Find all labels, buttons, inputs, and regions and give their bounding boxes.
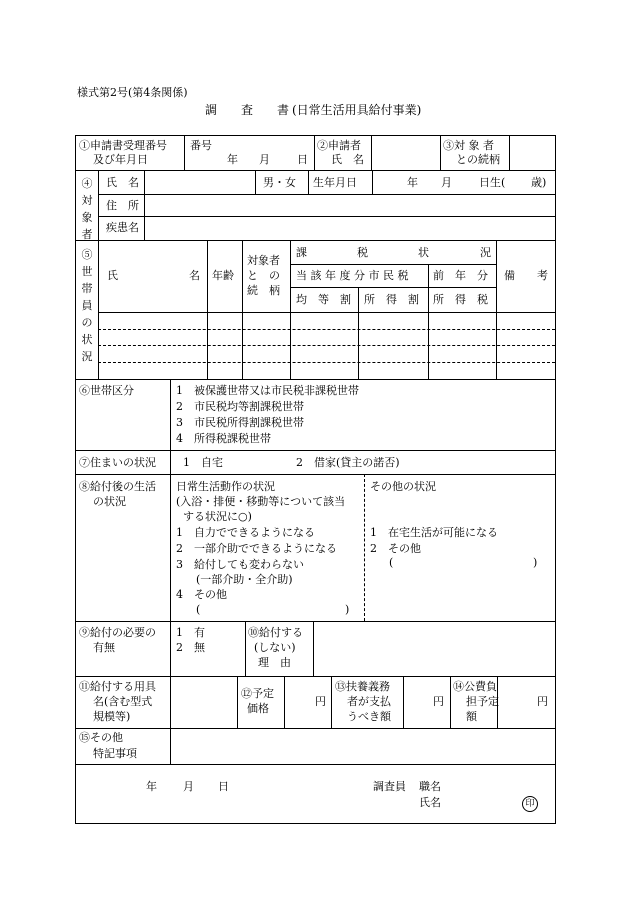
tax-header-4: 況 (480, 246, 491, 259)
adl-status-line: する状況に○) (183, 510, 252, 523)
number-label: 番号 (190, 139, 212, 152)
age-label: 歳) (531, 176, 547, 189)
relation-header-3: 続 柄 (247, 284, 280, 297)
necessity-no: 2 無 (176, 641, 205, 654)
relation-label-2: との続柄 (456, 153, 500, 166)
investigator-name-label: 氏名 (419, 796, 441, 809)
price-yen: 円 (315, 695, 326, 708)
form-number: 様式第2号(第4条関係) (77, 86, 188, 99)
subject-name-label: 氏 名 (106, 176, 139, 189)
other-status-title: その他の状況 (370, 480, 436, 493)
income-tax-header: 所 得 税 (433, 293, 488, 306)
public-label-3: 額 (466, 710, 477, 723)
equal-levy-header: 均 等 割 (296, 293, 351, 306)
current-year-header: 当 該 年 度 分 市 民 税 (296, 269, 409, 282)
relation-header-2: と の (247, 269, 280, 282)
birth-month-label: 月 (441, 176, 452, 189)
receipt-day-label: 日 (297, 153, 308, 166)
tax-header-1: 課 (296, 246, 307, 259)
support-label-2: 者が支払 (347, 695, 391, 708)
age-header: 年齢 (212, 269, 234, 282)
receipt-year-label: 年 (227, 153, 238, 166)
public-label-2: 担予定 (466, 695, 499, 708)
footer-year: 年 (146, 780, 157, 793)
adl-status-line: (入浴・排便・移動等について該当 (176, 495, 346, 508)
reason-label-3: 理 由 (258, 656, 291, 669)
other-status-line: 2 その他 (370, 542, 421, 555)
adl-status-line: 4 その他 (176, 588, 227, 601)
applicant-label: ②申請者 (317, 139, 361, 152)
receipt-date-label: 及び年月日 (93, 153, 148, 166)
prev-year-header: 前 年 分 (433, 269, 488, 282)
support-label-3: うべき額 (347, 710, 391, 723)
support-label: ⑬扶養義務 (335, 680, 390, 693)
category-option: 1 被保護世帯又は市民税非課税世帯 (176, 384, 359, 397)
public-label: ⑭公費負 (453, 680, 497, 693)
reason-label: ⑩給付する (248, 626, 303, 639)
support-yen: 円 (433, 695, 444, 708)
receipt-number-label: ①申請書受理番号 (79, 139, 167, 152)
footer-month: 月 (183, 780, 194, 793)
residence-option-own: 1 自宅 (183, 456, 223, 469)
adl-status-line: 1 自力でできるようになる (176, 526, 315, 539)
category-option: 2 市民税均等割課税世帯 (176, 400, 304, 413)
receipt-month-label: 月 (259, 153, 270, 166)
after-status-label: ⑧給付後の生活 (79, 480, 156, 493)
residence-label: ⑦住まいの状況 (79, 456, 156, 469)
adl-status-line: (一部介助・全介助) (196, 573, 293, 586)
item-label-2: 名(含む型式 (93, 695, 153, 708)
relation-header-1: 対象者 (247, 254, 280, 267)
adl-status-line: 3 給付しても変わらない (176, 558, 304, 571)
price-label: ⑫予定 (241, 687, 274, 700)
public-yen: 円 (537, 695, 548, 708)
other-paren-open: ( (389, 556, 394, 569)
household-name-header: 氏 (107, 269, 118, 282)
other-notes-label-2: 特記事項 (93, 747, 137, 760)
adl-status-line: 2 一部介助でできるようになる (176, 542, 337, 555)
item-label-3: 規模等) (93, 710, 131, 723)
other-notes-label: ⑮その他 (79, 731, 123, 744)
household-section-label: ⑤世帯員の状況 (81, 248, 93, 364)
gender-label: 男・女 (263, 176, 296, 189)
price-label-2: 価格 (247, 702, 269, 715)
necessity-label: ⑨給付の必要の (79, 626, 156, 639)
residence-option-rent: 2 借家(貸主の諾否) (296, 456, 400, 469)
item-label: ⑪給付する用具 (79, 680, 156, 693)
applicant-name-label: 氏 名 (331, 153, 364, 166)
investigator-position-label: 職名 (419, 780, 441, 793)
subject-section-label: ④対象者 (81, 177, 93, 242)
tax-header-3: 状 (418, 246, 429, 259)
after-status-label-2: の状況 (93, 495, 126, 508)
seal-icon: 印 (522, 796, 538, 812)
investigator-label: 調査員 (373, 780, 406, 793)
birth-date-label: 生年月日 (313, 176, 357, 189)
reason-label-2: (しない) (254, 641, 296, 654)
household-name-header-2: 名 (189, 269, 200, 282)
category-option: 3 市民税所得割課税世帯 (176, 416, 304, 429)
necessity-yes: 1 有 (176, 626, 205, 639)
disease-label: 疾患名 (106, 221, 139, 234)
household-category-label: ⑥世帯区分 (79, 384, 134, 397)
tax-header-2: 税 (357, 246, 368, 259)
relation-label: ③対 象 者 (443, 139, 494, 152)
birth-year-label: 年 (407, 176, 418, 189)
income-levy-header: 所 得 割 (364, 293, 419, 306)
category-option: 4 所得税課税世帯 (176, 432, 271, 445)
document-subtitle: (日常生活用具給付事業) (292, 103, 422, 117)
remarks-header: 備 考 (504, 269, 548, 282)
adl-status-line: 日常生活動作の状況 (176, 480, 275, 493)
document-title: 調 査 書 (205, 103, 290, 117)
other-status-line: 1 在宅生活が可能になる (370, 526, 498, 539)
adl-paren-open: ( (196, 603, 201, 616)
footer-day: 日 (218, 780, 229, 793)
necessity-label-2: 有無 (93, 641, 115, 654)
other-paren-close: ) (533, 556, 538, 569)
adl-paren-close: ) (345, 603, 350, 616)
birth-day-label: 日生( (479, 176, 506, 189)
address-label: 住 所 (106, 199, 139, 212)
